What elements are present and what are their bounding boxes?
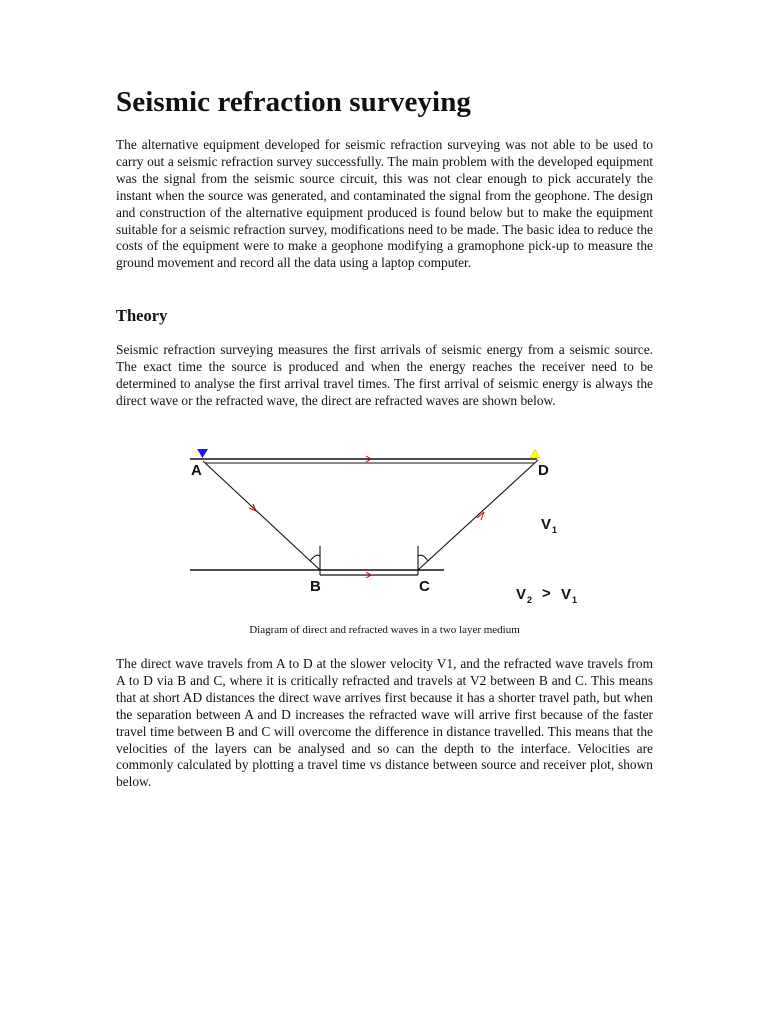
page-title: Seismic refraction surveying [116, 86, 472, 118]
refraction-diagram [160, 440, 600, 616]
label-d: D [538, 462, 549, 479]
figure-caption: Diagram of direct and refracted waves in a two layer medium [249, 624, 520, 636]
label-v1: V [541, 516, 552, 533]
label-gt: > [542, 585, 551, 602]
angle-arc-c [418, 555, 428, 561]
label-v2-sub: 2 [527, 595, 533, 605]
explanation-paragraph: The direct wave travels from A to D at the slower velocity V1, and the refracted wave travels from A to D via B and C, where it is critically refracted and travels at V2 between B and C. This means that at short AD distances the direct wave arrives first because it has a shorter travel path, but when the separation between A and D increases the refracted wave will arrive first because of the faster travel time between B and C will overcome the difference in distance travelled. This means that the velocities of the layers can be analysed and so can the depth to the interface. Velocities are commonly calculated by plotting a travel time vs distance between source and receiver plot, shown below. [116, 656, 653, 790]
section-heading-theory: Theory [116, 306, 168, 325]
label-v2: V [516, 586, 527, 603]
theory-paragraph: Seismic refraction surveying measures the first arrivals of seismic energy from a seismic source. The exact time the source is produced and when the energy reaches the receiver need to be determined to analyse the first arrival travel times. The first arrival of seismic energy is always the direct wave or the refracted wave, the direct are refracted waves are shown below. [116, 342, 653, 408]
label-b: B [310, 578, 321, 595]
angle-arc-b [310, 555, 320, 561]
receiver-marker-icon [530, 449, 540, 458]
label-v2-rhs-sub: 1 [572, 595, 578, 605]
label-v1-sub: 1 [552, 525, 558, 535]
label-c: C [419, 578, 430, 595]
ray-c-d [418, 460, 538, 570]
label-a: A [191, 462, 202, 479]
label-v2-rhs: V [561, 586, 572, 603]
source-marker-icon [197, 449, 208, 458]
intro-paragraph: The alternative equipment developed for seismic refraction surveying was not able to be used to carry out a seismic refraction survey successfully. The main problem with the developed equipment was the signal from the seismic source circuit, this was not clear enough to pick accurately the instant when the source was generated, and contaminated the signal from the geophone. The design and construction of the alternative equipment produced is found below but to make the equipment suitable for a seismic refraction survey, modifications need to be made. The basic idea to reduce the costs of the equipment were to make a geophone modifying a gramophone pick-up to measure the ground movement and record all the data using a laptop computer. [116, 137, 653, 271]
ray-a-b [203, 461, 320, 570]
